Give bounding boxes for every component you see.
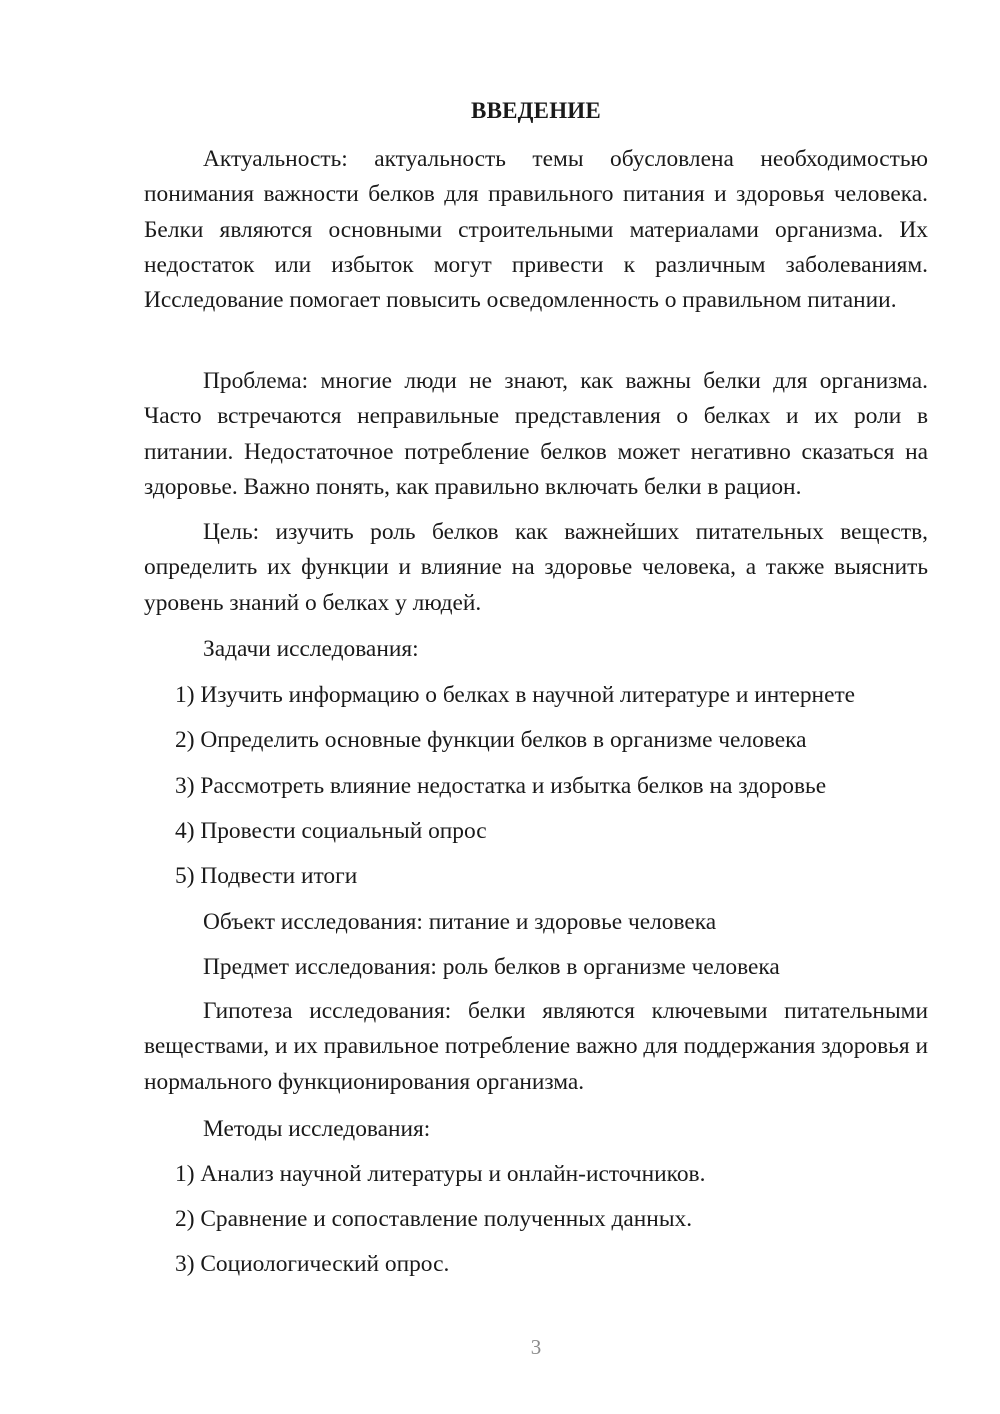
tasks-heading: Задачи исследования: xyxy=(203,636,419,662)
list-item-method-3: 3) Социологический опрос. xyxy=(175,1251,450,1277)
list-item-task-5: 5) Подвести итоги xyxy=(175,863,358,889)
list-item-task-3: 3) Рассмотреть влияние недостатка и избытка белков на здоровье xyxy=(175,773,827,799)
list-item-method-2: 2) Сравнение и сопоставление полученных данных. xyxy=(175,1206,693,1232)
research-object: Объект исследования: питание и здоровье человека xyxy=(203,909,717,935)
paragraph-relevance: Актуальность: актуальность темы обусловлена необходимостью понимания важности белков для правильного питания и здоровья человека. Белки являются основными строительными материалами организма. Их недостаток или избыток могут привести к различным заболеваниям. Исследование помогает повысить осведомленность о правильном питании. xyxy=(144,146,928,314)
paragraph-hypothesis: Гипотеза исследования: белки являются ключевыми питательными веществами, и их правильное потребление важно для поддержания здоровья и нормального функционирования организма. xyxy=(144,998,928,1095)
page-title: ВВЕДЕНИЕ xyxy=(471,98,601,123)
list-item-method-1: 1) Анализ научной литературы и онлайн-источников. xyxy=(175,1161,706,1187)
list-item-task-4: 4) Провести социальный опрос xyxy=(175,818,487,844)
paragraph-goal: Цель: изучить роль белков как важнейших питательных веществ, определить их функции и влияние на здоровье человека, а также выяснить уровень знаний о белках у людей. xyxy=(144,519,928,616)
list-item-task-1: 1) Изучить информацию о белках в научной литературе и интернете xyxy=(175,682,856,708)
methods-heading: Методы исследования: xyxy=(203,1116,431,1142)
list-item-task-2: 2) Определить основные функции белков в организме человека xyxy=(175,727,807,753)
research-subject: Предмет исследования: роль белков в организме человека xyxy=(203,954,780,980)
paragraph-problem: Проблема: многие люди не знают, как важны белки для организма. Часто встречаются неправильные представления о белках и их роли в питании. Недостаточное потребление белков может негативно сказаться на здоровье. Важно понять, как правильно включать белки в рацион. xyxy=(144,368,928,500)
page-number: 3 xyxy=(530,1335,542,1359)
